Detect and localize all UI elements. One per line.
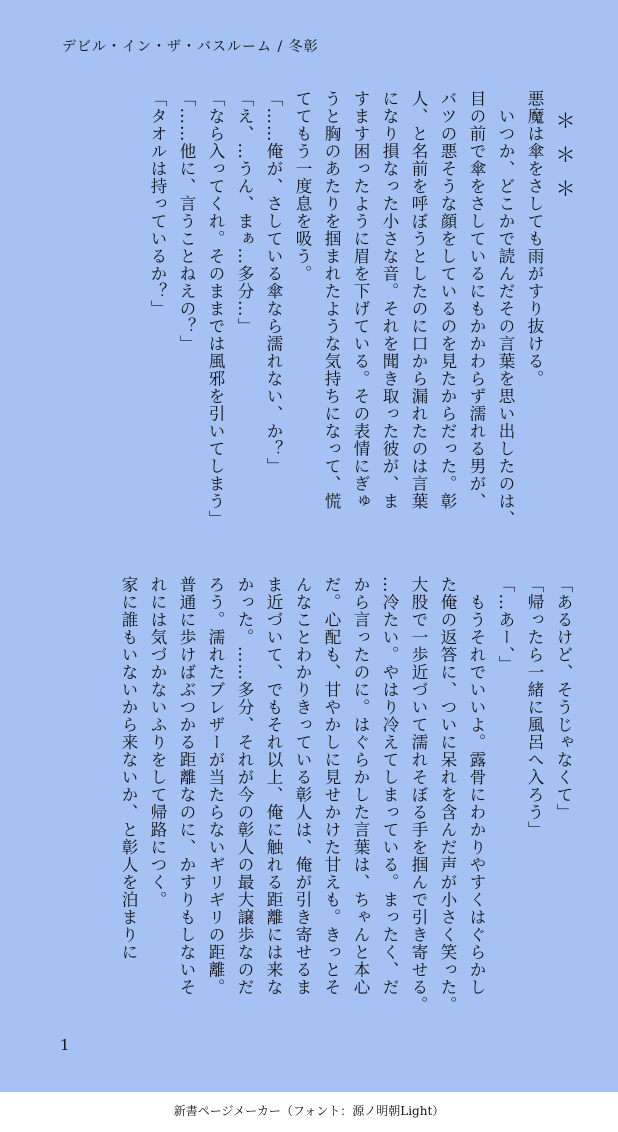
text-line: だ。心配も、甘やかしに見せかけた甘えも。きっとそ xyxy=(322,576,341,996)
text-line: 「……他に、言うことねえの？」 xyxy=(177,90,196,353)
text-line: ててもう一度息を吸う。 xyxy=(293,90,312,283)
text-line: ろう。濡れたブレザーが当たらないギリギリの距離。 xyxy=(206,576,225,996)
footer-credit: 新書ページメーカー（フォント：源ノ明朝Light） xyxy=(173,1104,445,1118)
text-line: バツの悪そうな顔をしているのを見たからだった。彰 xyxy=(438,90,457,510)
text-line: …冷たい。やはり冷えてしまっている。まったく、だ xyxy=(380,576,399,996)
text-line: から言ったのに。はぐらかした言葉は、ちゃんと本心 xyxy=(351,576,370,996)
text-block-bottom xyxy=(114,576,578,1016)
text-line: になり損なった小さな音。それを聞き取った彼が、ま xyxy=(380,90,399,510)
text-block-top xyxy=(143,90,578,535)
text-line: 「なら入ってくれ。そのままでは風邪を引いてしまう」 xyxy=(206,90,225,528)
text-line: うと胸のあたりを掴まれたような気持ちになって、慌 xyxy=(322,90,341,510)
text-line: かった。……多分、それが今の彰人の最大譲歩なのだ xyxy=(235,576,254,996)
text-line: 「タオルは持っているか？」 xyxy=(148,90,167,318)
text-line: んなことわかりきっている彰人は、俺が引き寄せるま xyxy=(293,576,312,996)
text-line: いつか、どこかで読んだその言葉を思い出したのは、 xyxy=(496,90,515,528)
text-line: もうそれでいいよ。露骨にわかりやすくはぐらかし xyxy=(467,576,486,996)
text-line: 「あるけど、そうじゃなくて」 xyxy=(554,576,573,821)
text-line: 悪魔は傘をさしても雨がすり抜ける。 xyxy=(525,90,544,388)
text-line: 普通に歩けばぶつかる距離なのに、かすりもしないそ xyxy=(177,576,196,996)
page-header-title: デビル・イン・ザ・バスルーム / 冬彰 xyxy=(62,39,319,55)
text-line: れには気づかないふりをして帰路につく。 xyxy=(148,576,167,909)
text-line: すます困ったように眉を下げている。その表情にぎゅ xyxy=(351,90,370,510)
text-line: 目の前で傘をさしているにもかかわらず濡れる男が、 xyxy=(467,90,486,510)
text-line: 「……俺が、さしている傘なら濡れない、か？」 xyxy=(264,90,283,475)
text-line: 大股で一歩近づいて濡れそぼる手を掴んで引き寄せる。 xyxy=(409,576,428,1014)
text-line: ま近づいて、でもそれ以上、俺に触れる距離には来な xyxy=(264,576,283,996)
text-line: 家に誰もいないから来ないか、と彰人を泊まりに xyxy=(119,576,138,961)
text-line: た俺の返答に、ついに呆れを含んだ声が小さく笑った。 xyxy=(438,576,457,1014)
text-line: 「…あー、」 xyxy=(496,576,515,673)
scene-break-asterisks: ＊＊＊ xyxy=(552,110,576,212)
text-line: 「帰ったら一緒に風呂へ入ろう」 xyxy=(525,576,544,839)
page-number: 1 xyxy=(60,1036,70,1054)
text-line: 「え、…うん、まぁ…多分…」 xyxy=(235,90,254,335)
text-line: 人、と名前を呼ぼうとしたのに口から漏れたのは言葉 xyxy=(409,90,428,510)
